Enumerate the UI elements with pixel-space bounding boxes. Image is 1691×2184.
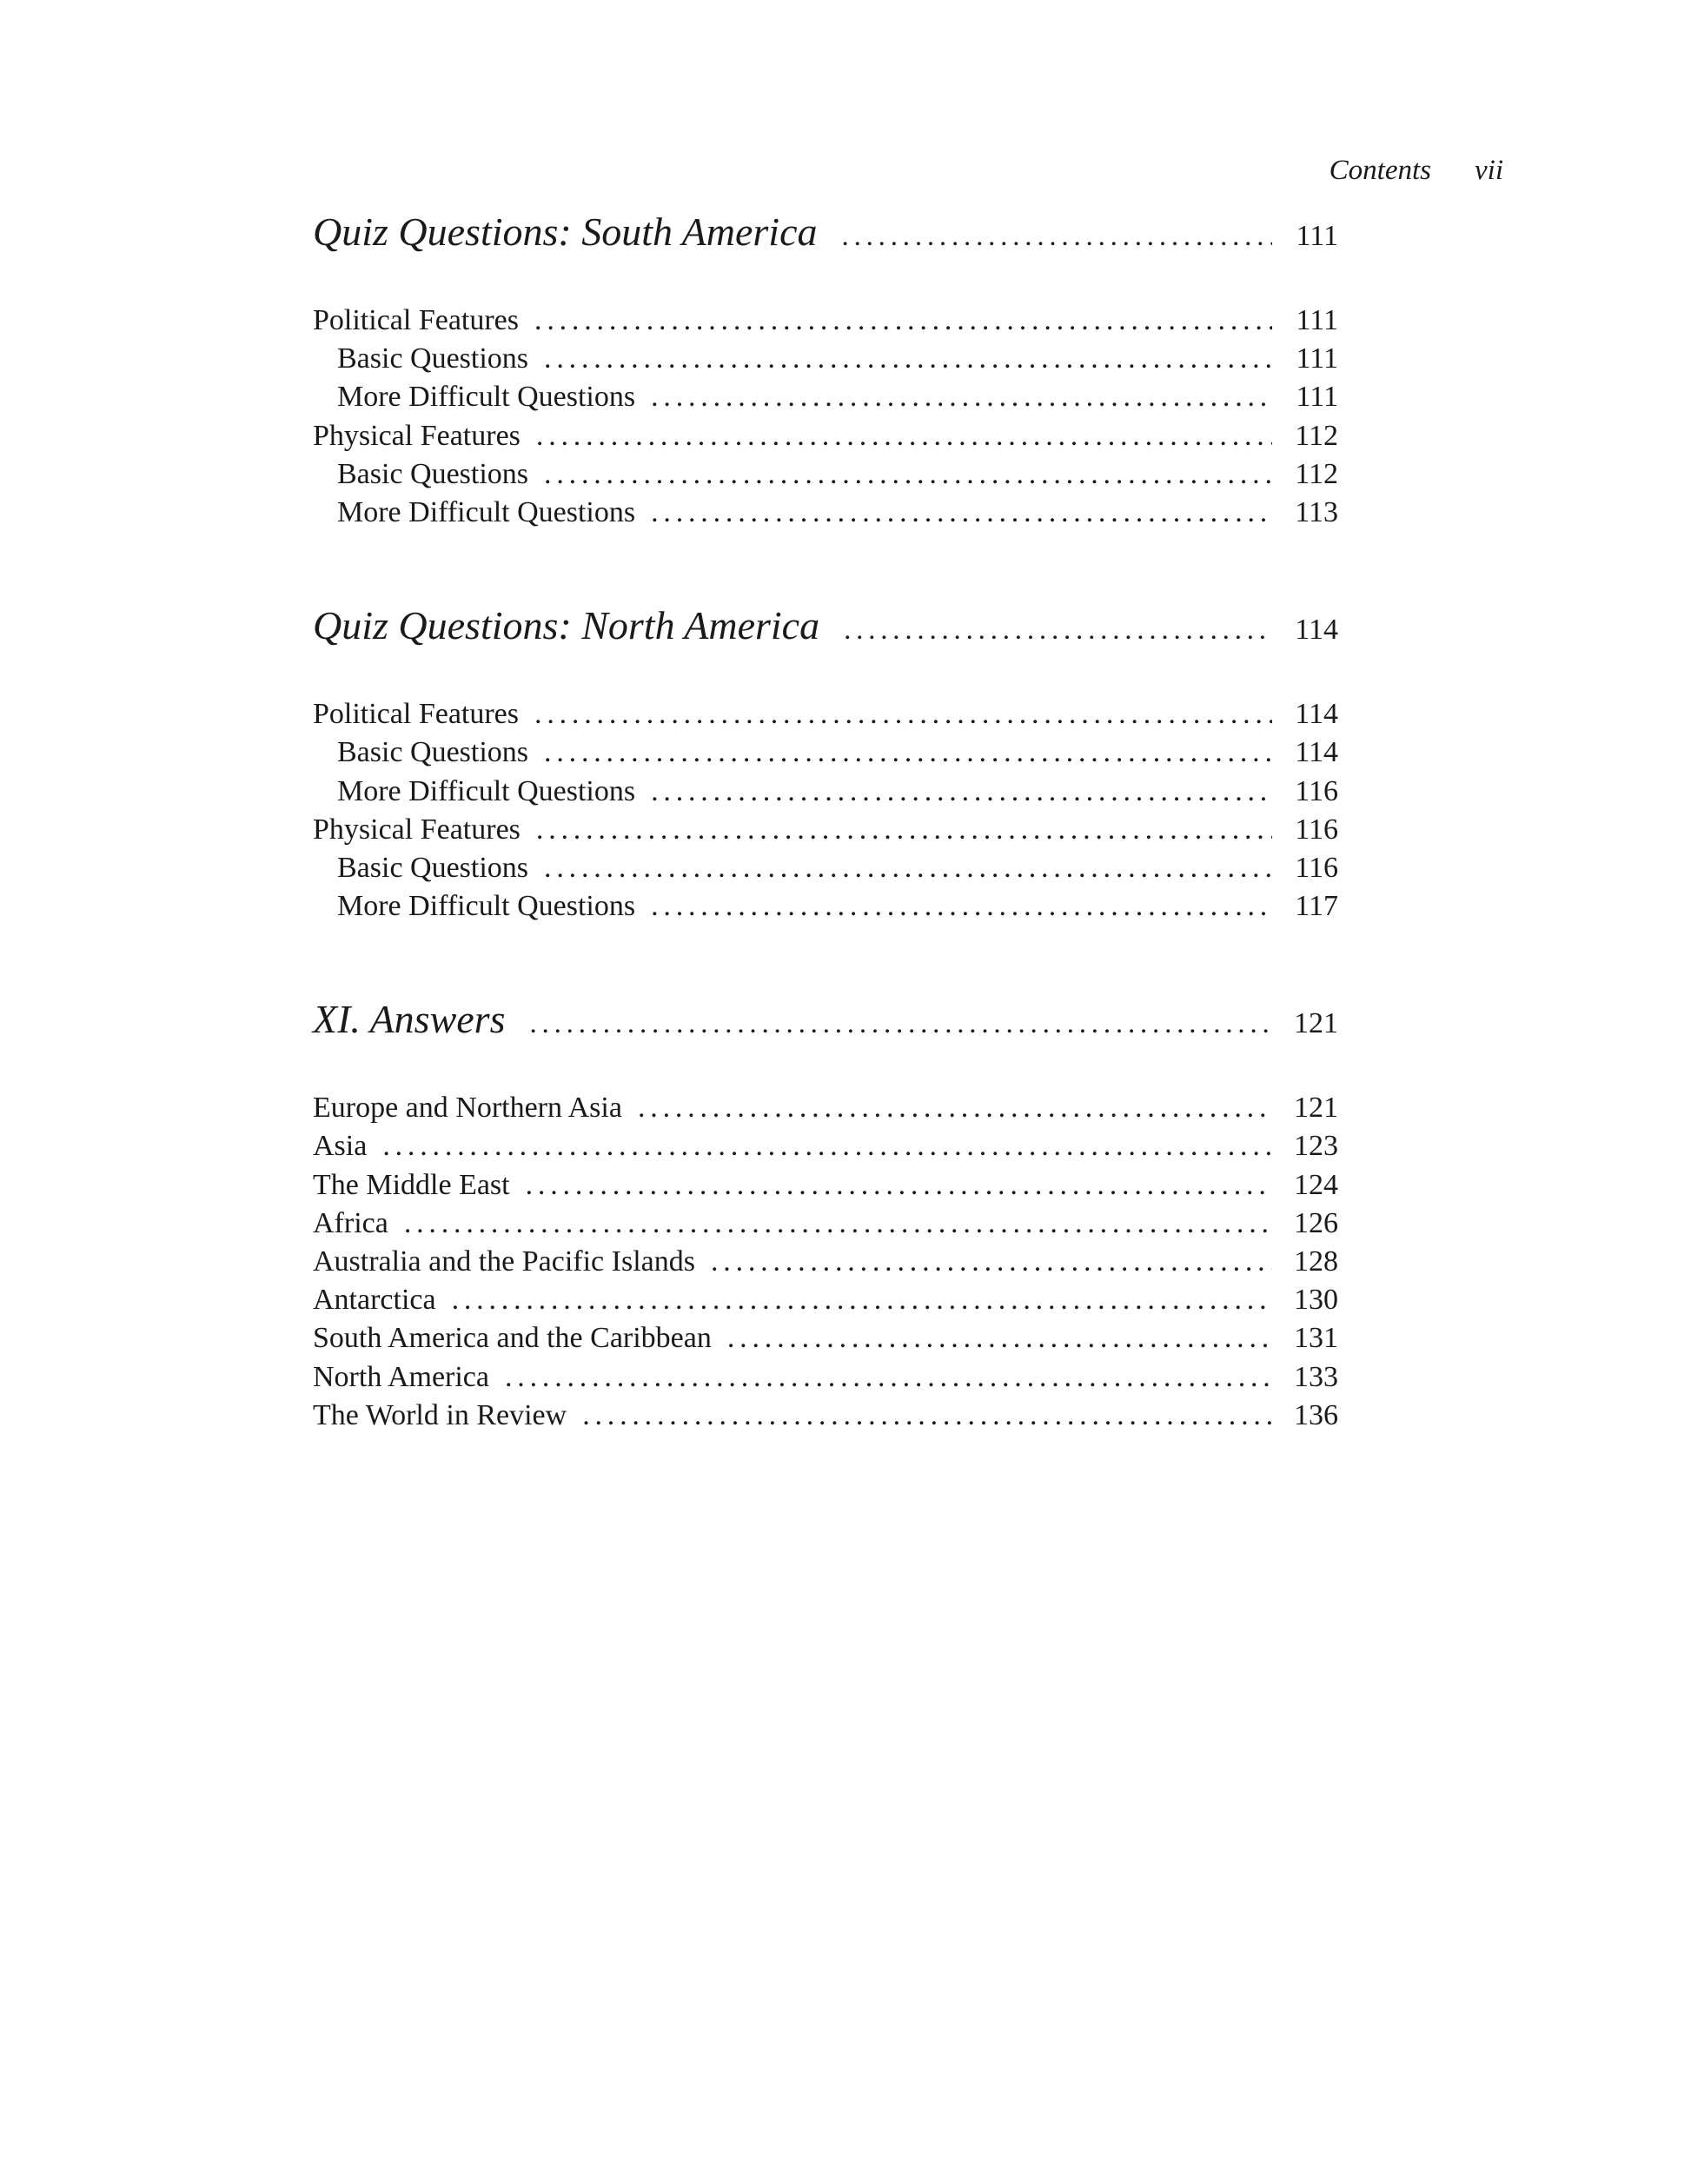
toc-entry[interactable] xyxy=(313,1399,1338,1437)
dot-leader xyxy=(452,1284,1272,1317)
toc-section-heading[interactable] xyxy=(313,602,1338,668)
toc-entry[interactable] xyxy=(313,1092,1338,1130)
toc-entry-page-number: 128 xyxy=(1294,1245,1338,1278)
toc-entry[interactable] xyxy=(313,1207,1338,1245)
toc-entry-label: Australia and the Pacific Islands xyxy=(313,1245,695,1278)
toc-entry[interactable] xyxy=(313,890,1338,928)
dot-leader xyxy=(582,1399,1272,1432)
dot-leader xyxy=(638,1092,1272,1125)
toc-entry-page-number: 111 xyxy=(1296,381,1338,414)
section-heading-label: Quiz Questions: North America xyxy=(313,603,820,648)
toc-section-heading[interactable] xyxy=(313,209,1338,275)
dot-leader xyxy=(544,852,1272,885)
toc-entry-page-number: 124 xyxy=(1294,1168,1338,1201)
toc-entry-label: Asia xyxy=(313,1130,368,1163)
toc-entry-label: North America xyxy=(313,1360,489,1393)
toc-entry-page-number: 123 xyxy=(1294,1130,1338,1163)
toc-entry-label: Europe and Northern Asia xyxy=(313,1092,622,1125)
dot-leader xyxy=(536,420,1272,453)
dot-leader xyxy=(534,698,1272,731)
section-heading-label: XI. Answers xyxy=(313,997,506,1042)
toc-entry-page-number: 111 xyxy=(1296,304,1338,336)
dot-leader xyxy=(544,458,1272,491)
dot-leader xyxy=(505,1361,1272,1394)
toc-entry-label: Basic Questions xyxy=(337,457,529,490)
toc-entry-page-number: 114 xyxy=(1295,698,1338,731)
toc-entry-page-number: 113 xyxy=(1295,495,1338,528)
toc-entry-page-number: 121 xyxy=(1294,1092,1338,1125)
toc-entry-page-number: 117 xyxy=(1295,890,1338,923)
dot-leader xyxy=(842,221,1272,253)
toc-entry-label: The Middle East xyxy=(313,1168,510,1201)
dot-leader xyxy=(526,1169,1272,1202)
toc-entry-page-number: 112 xyxy=(1295,419,1338,452)
dot-leader xyxy=(651,775,1272,808)
toc-entry[interactable] xyxy=(313,775,1338,813)
dot-leader xyxy=(382,1130,1272,1163)
dot-leader xyxy=(534,304,1272,337)
toc-entry[interactable] xyxy=(313,1284,1338,1322)
toc-entry[interactable] xyxy=(313,304,1338,342)
section-heading-page-number: 114 xyxy=(1295,614,1338,647)
section-heading-page-number: 111 xyxy=(1296,220,1338,252)
dot-leader xyxy=(651,496,1272,529)
toc-entry[interactable] xyxy=(313,852,1338,890)
toc-entry[interactable] xyxy=(313,813,1338,852)
toc-entry-page-number: 116 xyxy=(1295,774,1338,807)
toc-entry-label: Basic Questions xyxy=(337,736,529,769)
toc-entry-page-number: 133 xyxy=(1294,1360,1338,1393)
dot-leader xyxy=(544,736,1272,769)
toc-entry-page-number: 116 xyxy=(1295,851,1338,884)
toc-section xyxy=(313,602,1338,928)
toc-entry[interactable] xyxy=(313,381,1338,419)
toc-entry-label: Antarctica xyxy=(313,1284,436,1317)
toc-entry-label: Physical Features xyxy=(313,813,521,846)
toc-entry[interactable] xyxy=(313,458,1338,496)
toc-entry-page-number: 126 xyxy=(1294,1206,1338,1239)
dot-leader xyxy=(711,1245,1272,1278)
toc-entry-page-number: 136 xyxy=(1294,1398,1338,1431)
toc-entry-page-number: 131 xyxy=(1294,1322,1338,1355)
toc-entry-label: Physical Features xyxy=(313,419,521,452)
toc-entry[interactable] xyxy=(313,1361,1338,1399)
dot-leader xyxy=(727,1322,1272,1355)
toc-entry-label: Political Features xyxy=(313,698,520,731)
toc-entry-label: The World in Review xyxy=(313,1398,567,1431)
toc-entry[interactable] xyxy=(313,420,1338,458)
toc-entry[interactable] xyxy=(313,1322,1338,1360)
toc-entry-label: More Difficult Questions xyxy=(337,890,636,923)
section-heading-page-number: 121 xyxy=(1294,1007,1338,1040)
toc-section-heading[interactable] xyxy=(313,996,1338,1062)
dot-leader xyxy=(544,342,1272,375)
toc-entry[interactable] xyxy=(313,1245,1338,1284)
toc-entry-page-number: 130 xyxy=(1294,1284,1338,1317)
toc-entry-label: More Difficult Questions xyxy=(337,381,636,414)
toc-entry-page-number: 114 xyxy=(1295,736,1338,769)
dot-leader xyxy=(651,381,1272,414)
table-of-contents xyxy=(313,209,1338,1505)
toc-entry-label: More Difficult Questions xyxy=(337,774,636,807)
toc-section xyxy=(313,996,1338,1437)
toc-entry-label: Basic Questions xyxy=(337,342,529,375)
toc-entry[interactable] xyxy=(313,736,1338,774)
toc-entry[interactable] xyxy=(313,342,1338,381)
toc-entry-page-number: 112 xyxy=(1295,457,1338,490)
toc-entry-label: South America and the Caribbean xyxy=(313,1322,712,1355)
dot-leader xyxy=(651,890,1272,923)
dot-leader xyxy=(404,1207,1272,1240)
toc-entry-label: Basic Questions xyxy=(337,851,529,884)
toc-entry-page-number: 111 xyxy=(1296,342,1338,375)
running-head xyxy=(1286,155,1503,187)
section-heading-label: Quiz Questions: South America xyxy=(313,209,818,254)
running-head-page-number: vii xyxy=(1475,155,1503,186)
toc-entry[interactable] xyxy=(313,1169,1338,1207)
toc-entry-label: More Difficult Questions xyxy=(337,495,636,528)
toc-entry-label: Political Features xyxy=(313,304,520,336)
running-head-title: Contents xyxy=(1329,155,1432,186)
toc-entry-label: Africa xyxy=(313,1206,388,1239)
toc-section xyxy=(313,209,1338,534)
dot-leader xyxy=(844,614,1272,647)
toc-entry[interactable] xyxy=(313,698,1338,736)
toc-entry[interactable] xyxy=(313,496,1338,534)
toc-entry-page-number: 116 xyxy=(1295,813,1338,846)
dot-leader xyxy=(530,1008,1273,1040)
toc-entry[interactable] xyxy=(313,1130,1338,1168)
dot-leader xyxy=(536,813,1272,846)
